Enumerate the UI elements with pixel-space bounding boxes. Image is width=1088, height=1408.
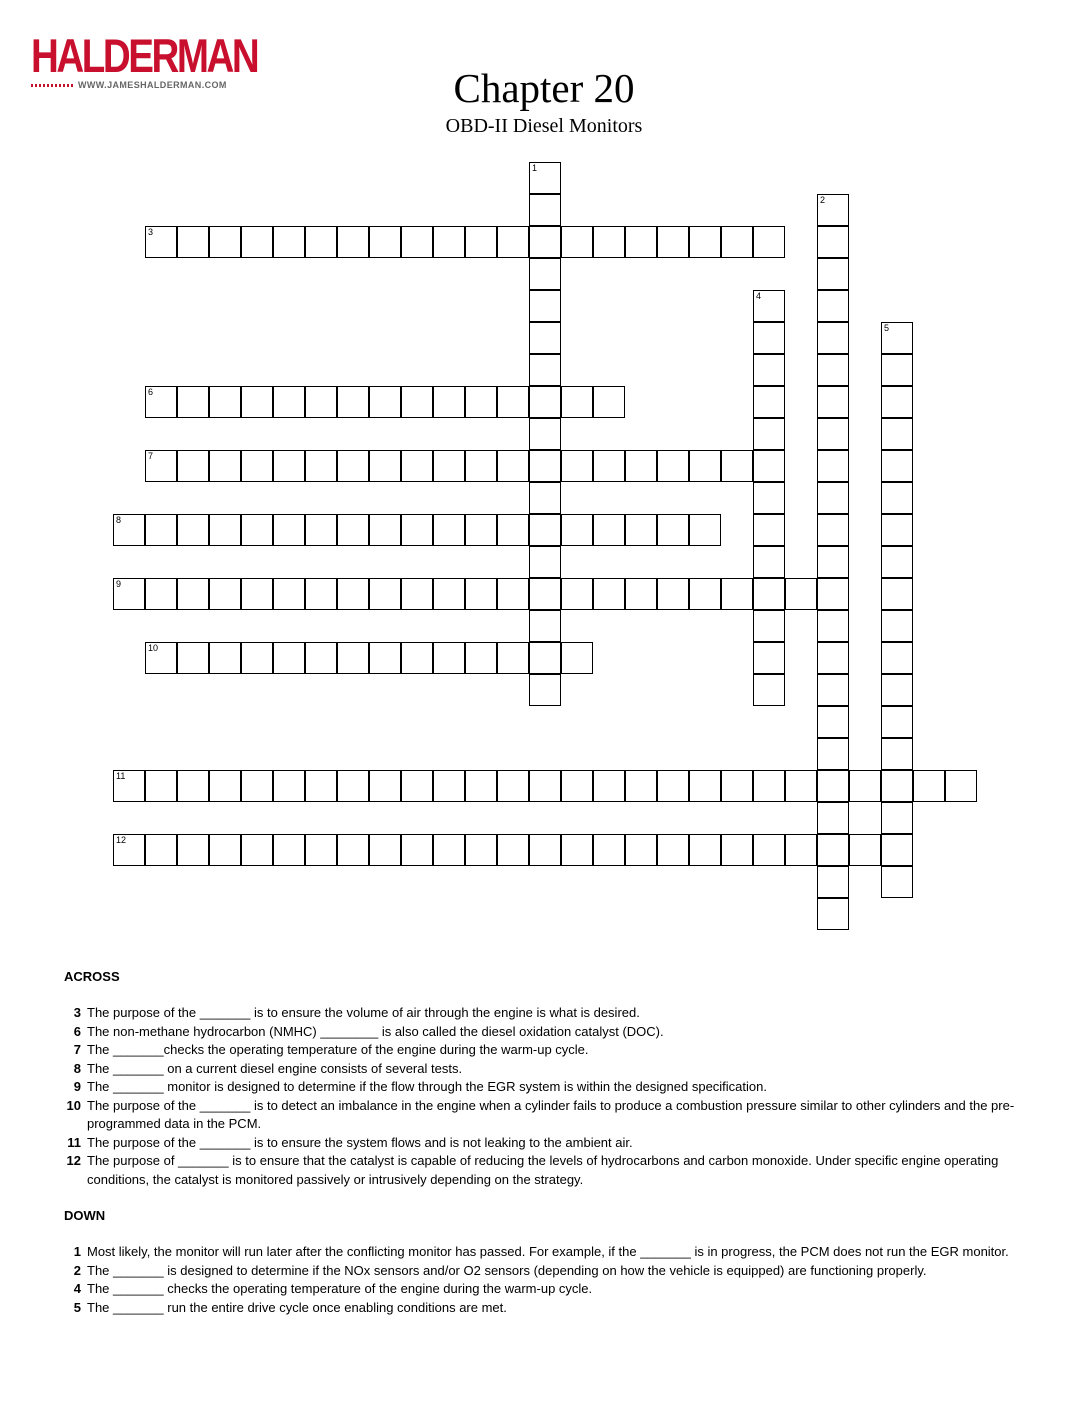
grid-cell[interactable] bbox=[689, 450, 721, 482]
clue-number: 8 bbox=[73, 1060, 81, 1076]
grid-cell[interactable] bbox=[433, 834, 465, 866]
grid-cell[interactable] bbox=[497, 226, 529, 258]
grid-cell[interactable] bbox=[113, 770, 145, 802]
grid-cell[interactable] bbox=[753, 610, 785, 642]
grid-cell[interactable] bbox=[817, 866, 849, 898]
grid-cell[interactable] bbox=[497, 386, 529, 418]
grid-cell[interactable] bbox=[561, 226, 593, 258]
grid-cell[interactable] bbox=[913, 770, 945, 802]
clue-text: The purpose of the _______ is to ensure the system flows and is not leaking to the ambient air. bbox=[87, 1134, 633, 1150]
across-clue bbox=[58, 1152, 1018, 1189]
grid-cell[interactable] bbox=[433, 770, 465, 802]
grid-cell[interactable] bbox=[817, 674, 849, 706]
grid-cell[interactable] bbox=[369, 834, 401, 866]
clue-number: 6 bbox=[73, 1023, 81, 1039]
grid-cell[interactable] bbox=[721, 770, 753, 802]
grid-cell[interactable] bbox=[881, 834, 913, 866]
grid-cell[interactable] bbox=[337, 514, 369, 546]
grid-cell[interactable] bbox=[881, 418, 913, 450]
down-clue bbox=[58, 1243, 1018, 1262]
grid-cell[interactable] bbox=[689, 226, 721, 258]
grid-cell[interactable] bbox=[273, 226, 305, 258]
grid-cell[interactable] bbox=[465, 770, 497, 802]
grid-cell[interactable] bbox=[529, 194, 561, 226]
grid-cell[interactable] bbox=[881, 802, 913, 834]
cell-number: 7 bbox=[148, 451, 154, 461]
clue-number: 10 bbox=[66, 1097, 81, 1113]
grid-cell[interactable] bbox=[145, 642, 177, 674]
grid-cell[interactable] bbox=[337, 834, 369, 866]
grid-cell[interactable] bbox=[241, 770, 273, 802]
grid-cell[interactable] bbox=[241, 450, 273, 482]
grid-cell[interactable] bbox=[625, 450, 657, 482]
grid-cell[interactable] bbox=[241, 514, 273, 546]
grid-cell[interactable] bbox=[337, 770, 369, 802]
grid-cell[interactable] bbox=[881, 546, 913, 578]
grid-cell[interactable] bbox=[273, 450, 305, 482]
grid-cell[interactable] bbox=[817, 610, 849, 642]
grid-cell[interactable] bbox=[433, 642, 465, 674]
grid-cell[interactable] bbox=[145, 450, 177, 482]
grid-cell[interactable] bbox=[273, 514, 305, 546]
grid-cell[interactable] bbox=[273, 578, 305, 610]
across-clue bbox=[58, 1004, 1018, 1023]
page-subtitle: OBD-II Diesel Monitors bbox=[445, 115, 643, 137]
grid-cell[interactable] bbox=[625, 834, 657, 866]
grid-cell[interactable] bbox=[305, 450, 337, 482]
grid-cell[interactable] bbox=[401, 514, 433, 546]
grid-cell[interactable] bbox=[721, 834, 753, 866]
grid-cell[interactable] bbox=[337, 226, 369, 258]
grid-cell[interactable] bbox=[145, 770, 177, 802]
grid-cell[interactable] bbox=[145, 578, 177, 610]
grid-cell[interactable] bbox=[369, 450, 401, 482]
grid-cell[interactable] bbox=[625, 226, 657, 258]
grid-cell[interactable] bbox=[881, 642, 913, 674]
cell-number: 6 bbox=[148, 387, 154, 397]
grid-cell[interactable] bbox=[529, 514, 561, 546]
grid-cell[interactable] bbox=[785, 770, 817, 802]
grid-cell[interactable] bbox=[657, 578, 689, 610]
grid-cell[interactable] bbox=[817, 834, 849, 866]
grid-cell[interactable] bbox=[529, 322, 561, 354]
grid-cell[interactable] bbox=[241, 386, 273, 418]
grid-cell[interactable] bbox=[817, 354, 849, 386]
across-clue bbox=[58, 1134, 1018, 1153]
grid-cell[interactable] bbox=[689, 834, 721, 866]
grid-cell[interactable] bbox=[497, 578, 529, 610]
grid-cell[interactable] bbox=[817, 546, 849, 578]
across-clue bbox=[58, 1097, 1018, 1134]
grid-cell[interactable] bbox=[177, 834, 209, 866]
grid-cell[interactable] bbox=[753, 386, 785, 418]
clue-text: The _______ monitor is designed to determine if the flow through the EGR system is within the designed specification. bbox=[87, 1079, 767, 1094]
grid-cell[interactable] bbox=[305, 834, 337, 866]
clue-number: 5 bbox=[73, 1299, 81, 1315]
down-heading: DOWN bbox=[64, 1208, 106, 1223]
grid-cell[interactable] bbox=[881, 482, 913, 514]
grid-cell[interactable] bbox=[177, 770, 209, 802]
grid-cell[interactable] bbox=[529, 610, 561, 642]
grid-cell[interactable] bbox=[849, 834, 881, 866]
grid-cell[interactable] bbox=[369, 514, 401, 546]
grid-cell[interactable] bbox=[497, 642, 529, 674]
across-heading: ACROSS bbox=[64, 969, 120, 984]
grid-cell[interactable] bbox=[689, 770, 721, 802]
grid-cell[interactable] bbox=[433, 450, 465, 482]
grid-cell[interactable] bbox=[881, 674, 913, 706]
grid-cell[interactable] bbox=[145, 226, 177, 258]
clue-number: 1 bbox=[73, 1244, 81, 1259]
grid-cell[interactable] bbox=[593, 514, 625, 546]
across-clue bbox=[58, 1041, 1018, 1060]
grid-cell[interactable] bbox=[689, 578, 721, 610]
grid-cell[interactable] bbox=[753, 322, 785, 354]
grid-cell[interactable] bbox=[849, 770, 881, 802]
logo-url: WWW.JAMESHALDERMAN.COM bbox=[78, 80, 227, 90]
grid-cell[interactable] bbox=[273, 770, 305, 802]
grid-cell[interactable] bbox=[529, 578, 561, 610]
grid-cell[interactable] bbox=[113, 514, 145, 546]
across-clues bbox=[58, 1004, 1018, 1189]
cell-number: 10 bbox=[148, 643, 159, 653]
grid-cell[interactable] bbox=[881, 514, 913, 546]
clue-number: 3 bbox=[73, 1005, 81, 1020]
grid-cell[interactable] bbox=[881, 578, 913, 610]
clue-number: 11 bbox=[67, 1134, 81, 1150]
grid-cell[interactable] bbox=[145, 514, 177, 546]
cell-number: 8 bbox=[116, 515, 122, 525]
grid-cell[interactable] bbox=[177, 450, 209, 482]
cell-number: 9 bbox=[116, 579, 122, 589]
cell-number: 12 bbox=[116, 835, 127, 845]
grid-cell[interactable] bbox=[625, 770, 657, 802]
grid-cell[interactable] bbox=[529, 290, 561, 322]
grid-cell[interactable] bbox=[817, 738, 849, 770]
grid-cell[interactable] bbox=[145, 386, 177, 418]
grid-cell[interactable] bbox=[465, 226, 497, 258]
grid-cell[interactable] bbox=[881, 706, 913, 738]
grid-cell[interactable] bbox=[817, 578, 849, 610]
grid-cell[interactable] bbox=[209, 642, 241, 674]
grid-cell[interactable] bbox=[209, 834, 241, 866]
grid-cell[interactable] bbox=[369, 386, 401, 418]
grid-cell[interactable] bbox=[465, 642, 497, 674]
clue-text: The _______ is designed to determine if the NOx sensors and/or O2 sensors (depending on how the vehicle is equipped) are functioning properly. bbox=[87, 1262, 927, 1278]
grid-cell[interactable] bbox=[593, 450, 625, 482]
grid-cell[interactable] bbox=[177, 386, 209, 418]
cell-number: 11 bbox=[116, 771, 126, 781]
grid-cell[interactable] bbox=[881, 610, 913, 642]
page-title: Chapter 20 bbox=[453, 65, 635, 111]
grid-cell[interactable] bbox=[337, 578, 369, 610]
grid-cell[interactable] bbox=[113, 834, 145, 866]
grid-cell[interactable] bbox=[593, 578, 625, 610]
grid-cell[interactable] bbox=[721, 226, 753, 258]
grid-cell[interactable] bbox=[753, 354, 785, 386]
grid-cell[interactable] bbox=[305, 578, 337, 610]
grid-cell[interactable] bbox=[465, 450, 497, 482]
clue-number: 12 bbox=[66, 1153, 81, 1168]
across-clue bbox=[58, 1078, 1018, 1097]
clue-text: The _______ run the entire drive cycle once enabling conditions are met. bbox=[87, 1299, 507, 1315]
grid-cell[interactable] bbox=[529, 674, 561, 706]
grid-cell[interactable] bbox=[593, 386, 625, 418]
grid-cell[interactable] bbox=[529, 418, 561, 450]
grid-cell[interactable] bbox=[881, 738, 913, 770]
grid-cell[interactable] bbox=[817, 514, 849, 546]
grid-cell[interactable] bbox=[209, 770, 241, 802]
grid-cell[interactable] bbox=[529, 386, 561, 418]
grid-cell[interactable] bbox=[817, 226, 849, 258]
grid-cell[interactable] bbox=[561, 770, 593, 802]
grid-cell[interactable] bbox=[817, 642, 849, 674]
grid-cell[interactable] bbox=[817, 450, 849, 482]
down-clue bbox=[58, 1299, 1018, 1318]
grid-cell[interactable] bbox=[529, 642, 561, 674]
grid-cell[interactable] bbox=[817, 418, 849, 450]
across-clue bbox=[58, 1060, 1018, 1079]
grid-cell[interactable] bbox=[241, 226, 273, 258]
clue-number: 9 bbox=[73, 1079, 81, 1094]
grid-cell[interactable] bbox=[497, 834, 529, 866]
grid-cell[interactable] bbox=[657, 770, 689, 802]
grid-cell[interactable] bbox=[625, 578, 657, 610]
grid-cell[interactable] bbox=[881, 770, 913, 802]
grid-cell[interactable] bbox=[177, 514, 209, 546]
grid-cell[interactable] bbox=[177, 642, 209, 674]
grid-cell[interactable] bbox=[433, 578, 465, 610]
grid-cell[interactable] bbox=[625, 514, 657, 546]
grid-cell[interactable] bbox=[209, 578, 241, 610]
grid-cell[interactable] bbox=[369, 226, 401, 258]
grid-cell[interactable] bbox=[785, 834, 817, 866]
cell-number: 1 bbox=[532, 163, 538, 173]
grid-cell[interactable] bbox=[657, 834, 689, 866]
grid-cell[interactable] bbox=[401, 578, 433, 610]
grid-cell[interactable] bbox=[273, 834, 305, 866]
grid-cell[interactable] bbox=[241, 642, 273, 674]
clue-number: 2 bbox=[73, 1262, 81, 1278]
grid-cell[interactable] bbox=[529, 226, 561, 258]
grid-cell[interactable] bbox=[529, 162, 561, 194]
grid-cell[interactable] bbox=[657, 226, 689, 258]
grid-cell[interactable] bbox=[401, 450, 433, 482]
down-clues bbox=[58, 1243, 1018, 1317]
grid-cell[interactable] bbox=[305, 226, 337, 258]
grid-cell[interactable] bbox=[465, 514, 497, 546]
clue-text: The _______ on a current diesel engine consists of several tests. bbox=[87, 1060, 463, 1076]
grid-cell[interactable] bbox=[753, 770, 785, 802]
logo-name: HALDERMAN bbox=[31, 29, 258, 82]
grid-cell[interactable] bbox=[241, 578, 273, 610]
grid-cell[interactable] bbox=[145, 834, 177, 866]
grid-cell[interactable] bbox=[721, 578, 753, 610]
grid-cell[interactable] bbox=[753, 290, 785, 322]
grid-cell[interactable] bbox=[241, 834, 273, 866]
grid-cell[interactable] bbox=[753, 514, 785, 546]
grid-cell[interactable] bbox=[209, 514, 241, 546]
grid-cell[interactable] bbox=[881, 354, 913, 386]
grid-cell[interactable] bbox=[753, 642, 785, 674]
grid-cell[interactable] bbox=[209, 226, 241, 258]
across-clue bbox=[58, 1023, 1018, 1042]
grid-cell[interactable] bbox=[529, 482, 561, 514]
grid-cell[interactable] bbox=[753, 834, 785, 866]
clue-text: The purpose of the _______ is to detect an imbalance in the engine when a cylinder fails to produce a combustion pressure similar to other cylinders and the pre-programmed data in the PCM. bbox=[87, 1097, 1015, 1131]
grid-cell[interactable] bbox=[561, 514, 593, 546]
grid-cell[interactable] bbox=[113, 578, 145, 610]
grid-cell[interactable] bbox=[817, 898, 849, 930]
cell-number: 3 bbox=[148, 227, 154, 237]
cell-number: 4 bbox=[756, 291, 762, 301]
grid-cell[interactable] bbox=[561, 834, 593, 866]
grid-cell[interactable] bbox=[529, 354, 561, 386]
grid-cell[interactable] bbox=[433, 386, 465, 418]
grid-cell[interactable] bbox=[817, 322, 849, 354]
grid-cell[interactable] bbox=[273, 386, 305, 418]
grid-cell[interactable] bbox=[817, 258, 849, 290]
clue-number: 4 bbox=[73, 1281, 81, 1296]
grid-cell[interactable] bbox=[561, 386, 593, 418]
grid-cell[interactable] bbox=[817, 802, 849, 834]
grid-cell[interactable] bbox=[305, 770, 337, 802]
grid-cell[interactable] bbox=[753, 418, 785, 450]
grid-cell[interactable] bbox=[689, 514, 721, 546]
grid-cell[interactable] bbox=[433, 226, 465, 258]
cell-number: 2 bbox=[820, 195, 826, 205]
grid-cell[interactable] bbox=[817, 770, 849, 802]
grid-cell[interactable] bbox=[209, 386, 241, 418]
clue-number: 7 bbox=[73, 1042, 81, 1057]
grid-cell[interactable] bbox=[401, 226, 433, 258]
clue-text: The _______checks the operating temperature of the engine during the warm-up cycle. bbox=[87, 1042, 589, 1057]
grid-cell[interactable] bbox=[881, 866, 913, 898]
grid-cell[interactable] bbox=[561, 578, 593, 610]
grid-cell[interactable] bbox=[817, 386, 849, 418]
grid-cell[interactable] bbox=[657, 450, 689, 482]
grid-cell[interactable] bbox=[753, 226, 785, 258]
down-clue bbox=[58, 1280, 1018, 1299]
grid-cell[interactable] bbox=[881, 322, 913, 354]
grid-cell[interactable] bbox=[593, 834, 625, 866]
grid-cell[interactable] bbox=[401, 770, 433, 802]
grid-cell[interactable] bbox=[465, 578, 497, 610]
grid-cell[interactable] bbox=[753, 482, 785, 514]
grid-cell[interactable] bbox=[497, 770, 529, 802]
grid-cell[interactable] bbox=[561, 642, 593, 674]
clue-text: The _______ checks the operating temperature of the engine during the warm-up cycle. bbox=[87, 1281, 593, 1296]
cell-number: 5 bbox=[884, 323, 890, 333]
grid-cell[interactable] bbox=[817, 194, 849, 226]
grid-cell[interactable] bbox=[273, 642, 305, 674]
grid-cell[interactable] bbox=[401, 386, 433, 418]
grid-cell[interactable] bbox=[337, 450, 369, 482]
grid-cell[interactable] bbox=[401, 642, 433, 674]
grid-cell[interactable] bbox=[369, 578, 401, 610]
grid-cell[interactable] bbox=[337, 386, 369, 418]
clue-text: The non-methane hydrocarbon (NMHC) ________ is also called the diesel oxidation catalyst (DOC). bbox=[87, 1023, 664, 1039]
grid-cell[interactable] bbox=[497, 450, 529, 482]
grid-cell[interactable] bbox=[465, 386, 497, 418]
grid-cell[interactable] bbox=[433, 514, 465, 546]
grid-cell[interactable] bbox=[945, 770, 977, 802]
grid-cell[interactable] bbox=[561, 450, 593, 482]
grid-cell[interactable] bbox=[369, 642, 401, 674]
grid-cell[interactable] bbox=[529, 258, 561, 290]
grid-cell[interactable] bbox=[753, 450, 785, 482]
grid-cell[interactable] bbox=[305, 514, 337, 546]
clue-text: Most likely, the monitor will run later after the conflicting monitor has passed. For example, if the _______ is in progress, the PCM does not run the EGR monitor. bbox=[87, 1244, 1009, 1259]
grid-cell[interactable] bbox=[529, 770, 561, 802]
grid-cell[interactable] bbox=[401, 834, 433, 866]
grid-cell[interactable] bbox=[817, 290, 849, 322]
grid-cell[interactable] bbox=[721, 450, 753, 482]
grid-cell[interactable] bbox=[593, 770, 625, 802]
grid-cell[interactable] bbox=[369, 770, 401, 802]
grid-cell[interactable] bbox=[753, 578, 785, 610]
grid-cell[interactable] bbox=[817, 482, 849, 514]
grid-cell[interactable] bbox=[177, 578, 209, 610]
grid-cell[interactable] bbox=[337, 642, 369, 674]
grid-cell[interactable] bbox=[529, 450, 561, 482]
grid-cell[interactable] bbox=[657, 514, 689, 546]
grid-cell[interactable] bbox=[817, 706, 849, 738]
grid-cell[interactable] bbox=[529, 546, 561, 578]
grid-cell[interactable] bbox=[177, 226, 209, 258]
grid-cell[interactable] bbox=[881, 450, 913, 482]
grid-cell[interactable] bbox=[593, 226, 625, 258]
clue-text: The purpose of _______ is to ensure that the catalyst is capable of reducing the levels of hydrocarbons and carbon monoxide. Under specific engine operating conditions, the catalyst is monitored passively or intrusively depending on the strategy. bbox=[87, 1153, 999, 1187]
clue-text: The purpose of the _______ is to ensure the volume of air through the engine is what is desired. bbox=[87, 1005, 640, 1020]
grid-cell[interactable] bbox=[785, 578, 817, 610]
down-clue bbox=[58, 1262, 1018, 1281]
grid-cell[interactable] bbox=[529, 834, 561, 866]
grid-cell[interactable] bbox=[209, 450, 241, 482]
grid-cell[interactable] bbox=[497, 514, 529, 546]
grid-cell[interactable] bbox=[881, 386, 913, 418]
grid-cell[interactable] bbox=[305, 642, 337, 674]
grid-cell[interactable] bbox=[465, 834, 497, 866]
grid-cell[interactable] bbox=[753, 546, 785, 578]
grid-cell[interactable] bbox=[305, 386, 337, 418]
grid-cell[interactable] bbox=[753, 674, 785, 706]
